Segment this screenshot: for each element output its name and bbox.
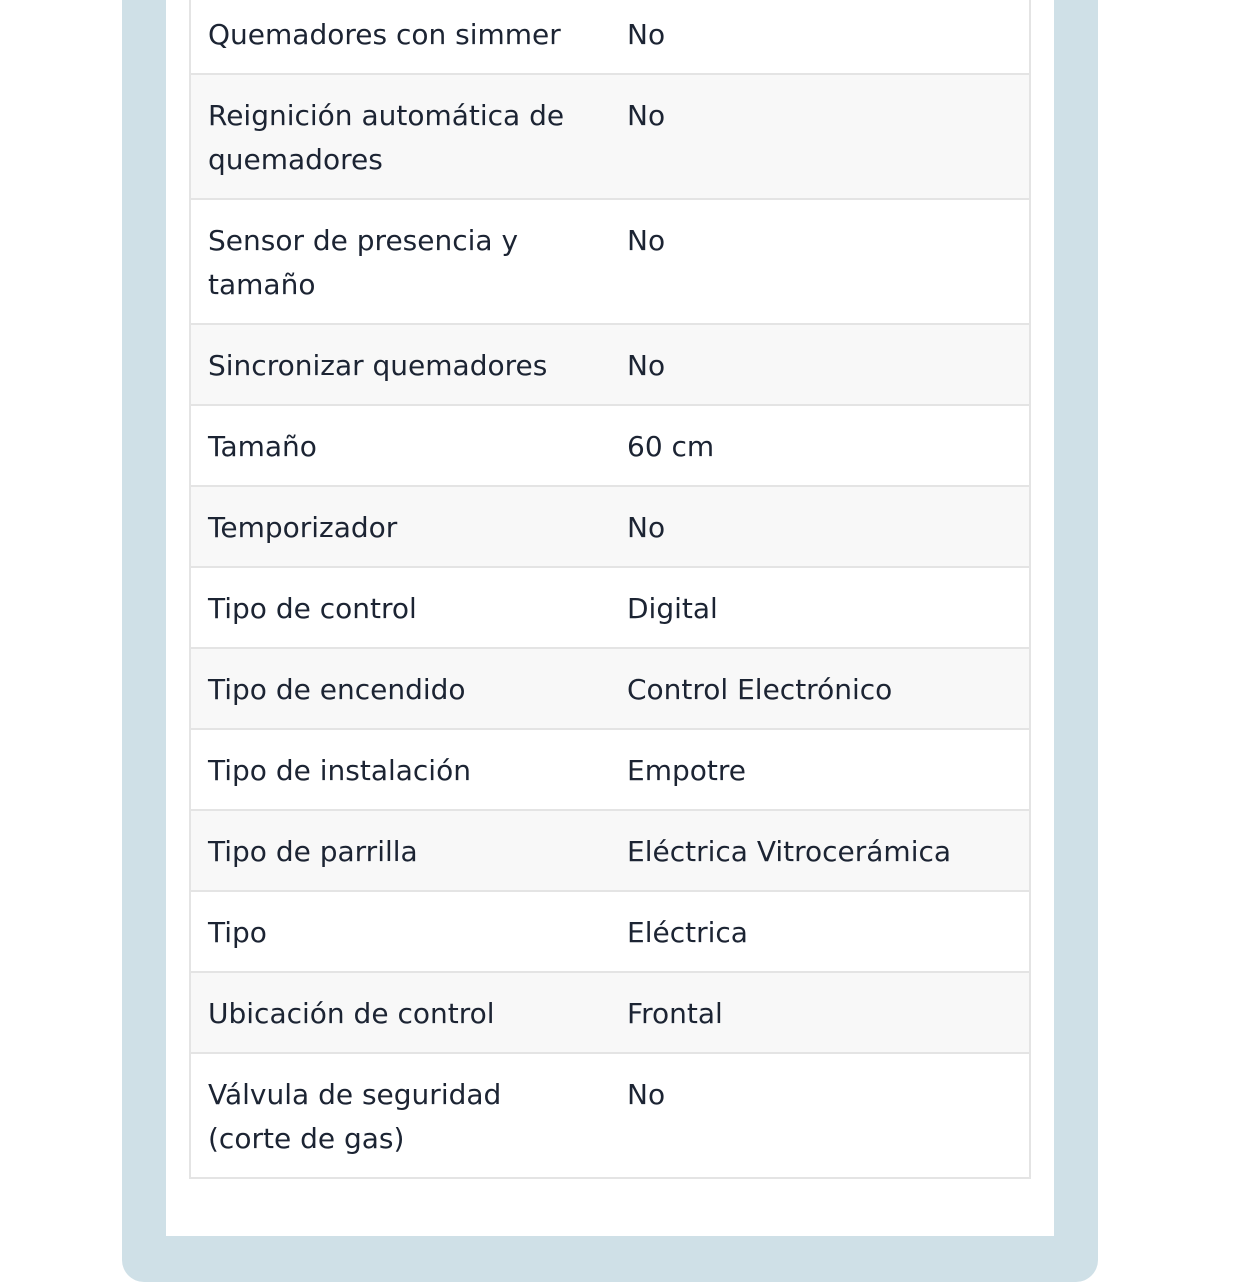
spec-value: Empotre: [609, 729, 1030, 810]
spec-value: Digital: [609, 567, 1030, 648]
table-row: [190, 810, 1030, 891]
table-row: [190, 972, 1030, 1053]
spec-label: Tipo: [190, 891, 609, 972]
spec-label: Tipo de parrilla: [190, 810, 609, 891]
spec-label: Quemadores con simmer: [190, 0, 609, 74]
table-row: [190, 729, 1030, 810]
spec-value: Eléctrica: [609, 891, 1030, 972]
table-row: [190, 324, 1030, 405]
spec-value: Control Electrónico: [609, 648, 1030, 729]
spec-value: No: [609, 1053, 1030, 1178]
table-row: [190, 1053, 1030, 1178]
spec-label: Tamaño: [190, 405, 609, 486]
spec-value: No: [609, 0, 1030, 74]
table-row: [190, 405, 1030, 486]
spec-value: Eléctrica Vitrocerámica: [609, 810, 1030, 891]
spec-value: No: [609, 199, 1030, 324]
spec-value: No: [609, 74, 1030, 199]
table-row: [190, 486, 1030, 567]
spec-label: Sensor de presencia y tamaño: [190, 199, 609, 324]
spec-label: Ubicación de control: [190, 972, 609, 1053]
table-row: [190, 648, 1030, 729]
table-row: [190, 74, 1030, 199]
spec-value: No: [609, 324, 1030, 405]
table-row: [190, 567, 1030, 648]
table-row: [190, 0, 1030, 74]
specs-table: [189, 0, 1031, 1179]
table-row: [190, 891, 1030, 972]
spec-label: Tipo de encendido: [190, 648, 609, 729]
spec-label: Reignición automática de quemadores: [190, 74, 609, 199]
spec-value: 60 cm: [609, 405, 1030, 486]
spec-value: No: [609, 486, 1030, 567]
spec-label: Sincronizar quemadores: [190, 324, 609, 405]
spec-label: Temporizador: [190, 486, 609, 567]
table-row: [190, 199, 1030, 324]
spec-value: Frontal: [609, 972, 1030, 1053]
spec-label: Tipo de instalación: [190, 729, 609, 810]
spec-label: Tipo de control: [190, 567, 609, 648]
spec-label: Válvula de seguridad (corte de gas): [190, 1053, 609, 1178]
